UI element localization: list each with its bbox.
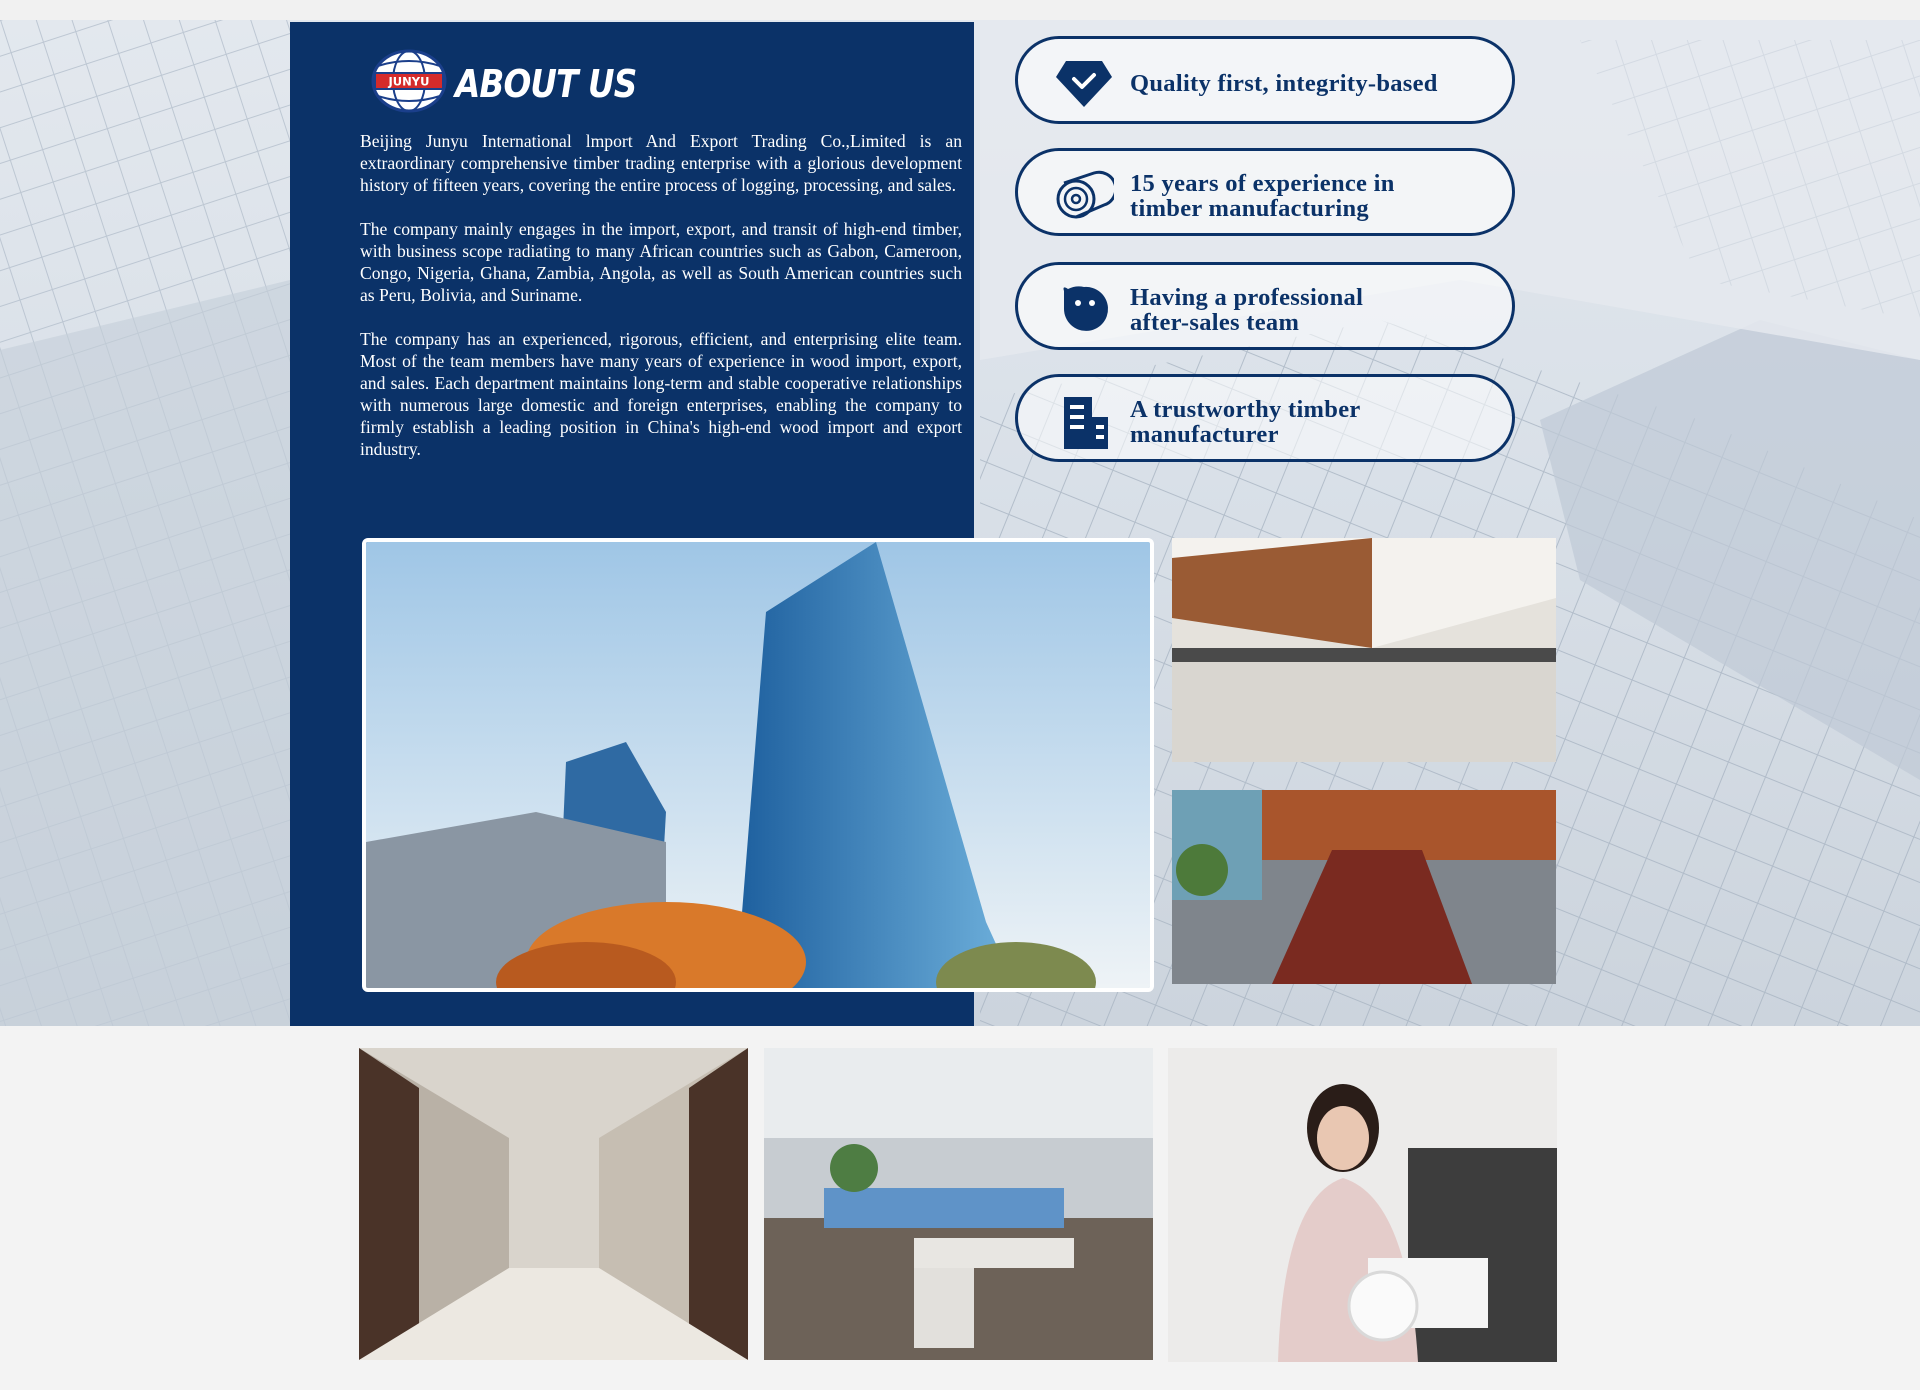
about-paragraph-1: Beijing Junyu International lmport And Export Trading Co.,Limited is an extraordinary comprehensive timber trading enterprise with a glorious development history of fifteen years, covering the entire process of logging, processing, and sales. bbox=[360, 131, 962, 195]
feature-after-sales bbox=[1015, 262, 1515, 350]
feature-trustworthy-line1: A trustworthy timber bbox=[1130, 396, 1361, 423]
corridor-photo bbox=[359, 1048, 748, 1360]
diamond-check-icon bbox=[1054, 53, 1114, 113]
employee-at-desk-photo bbox=[1168, 1048, 1557, 1362]
top-strip bbox=[0, 0, 1920, 20]
about-paragraph-3: The company has an experienced, rigorous, efficient, and enterprising elite team. Most of the team members have many years of experience in wood import, export, and sales. Each department maintains long-term and stable cooperative relationships with numerous large domestic and foreign enterprises, enabling the company to firmly establish a leading position in China's high-end wood import and export industry. bbox=[360, 329, 962, 459]
log-icon bbox=[1054, 165, 1114, 225]
open-office-photo bbox=[764, 1048, 1153, 1360]
feature-experience bbox=[1015, 148, 1515, 236]
meeting-room-photo bbox=[1172, 790, 1556, 984]
feature-trustworthy-line2: manufacturer bbox=[1130, 421, 1279, 448]
feature-after-sales-line2: after-sales team bbox=[1130, 309, 1300, 336]
about-title: ABOUT US bbox=[455, 62, 637, 106]
feature-trustworthy bbox=[1015, 374, 1515, 462]
feature-quality-line1: Quality first, integrity-based bbox=[1130, 70, 1438, 97]
lobby-photo bbox=[1172, 538, 1556, 762]
junyu-logo bbox=[370, 48, 448, 114]
building-icon bbox=[1054, 391, 1114, 451]
feature-experience-line1: 15 years of experience in bbox=[1130, 170, 1395, 197]
office-tower-photo bbox=[362, 538, 1154, 992]
chat-bubble-icon bbox=[1054, 279, 1114, 339]
feature-experience-line2: timber manufacturing bbox=[1130, 195, 1369, 222]
feature-quality bbox=[1015, 36, 1515, 124]
about-text bbox=[360, 130, 962, 482]
logo-text: JUNYU bbox=[388, 74, 430, 89]
about-paragraph-2: The company mainly engages in the import, export, and transit of high-end timber, with business scope radiating to many African countries such as Gabon, Cameroon, Congo, Nigeria, Ghana, Zambia, Angola, as well as South American countries such as Peru, Bolivia, and Suriname. bbox=[360, 219, 962, 305]
feature-after-sales-line1: Having a professional bbox=[1130, 284, 1364, 311]
